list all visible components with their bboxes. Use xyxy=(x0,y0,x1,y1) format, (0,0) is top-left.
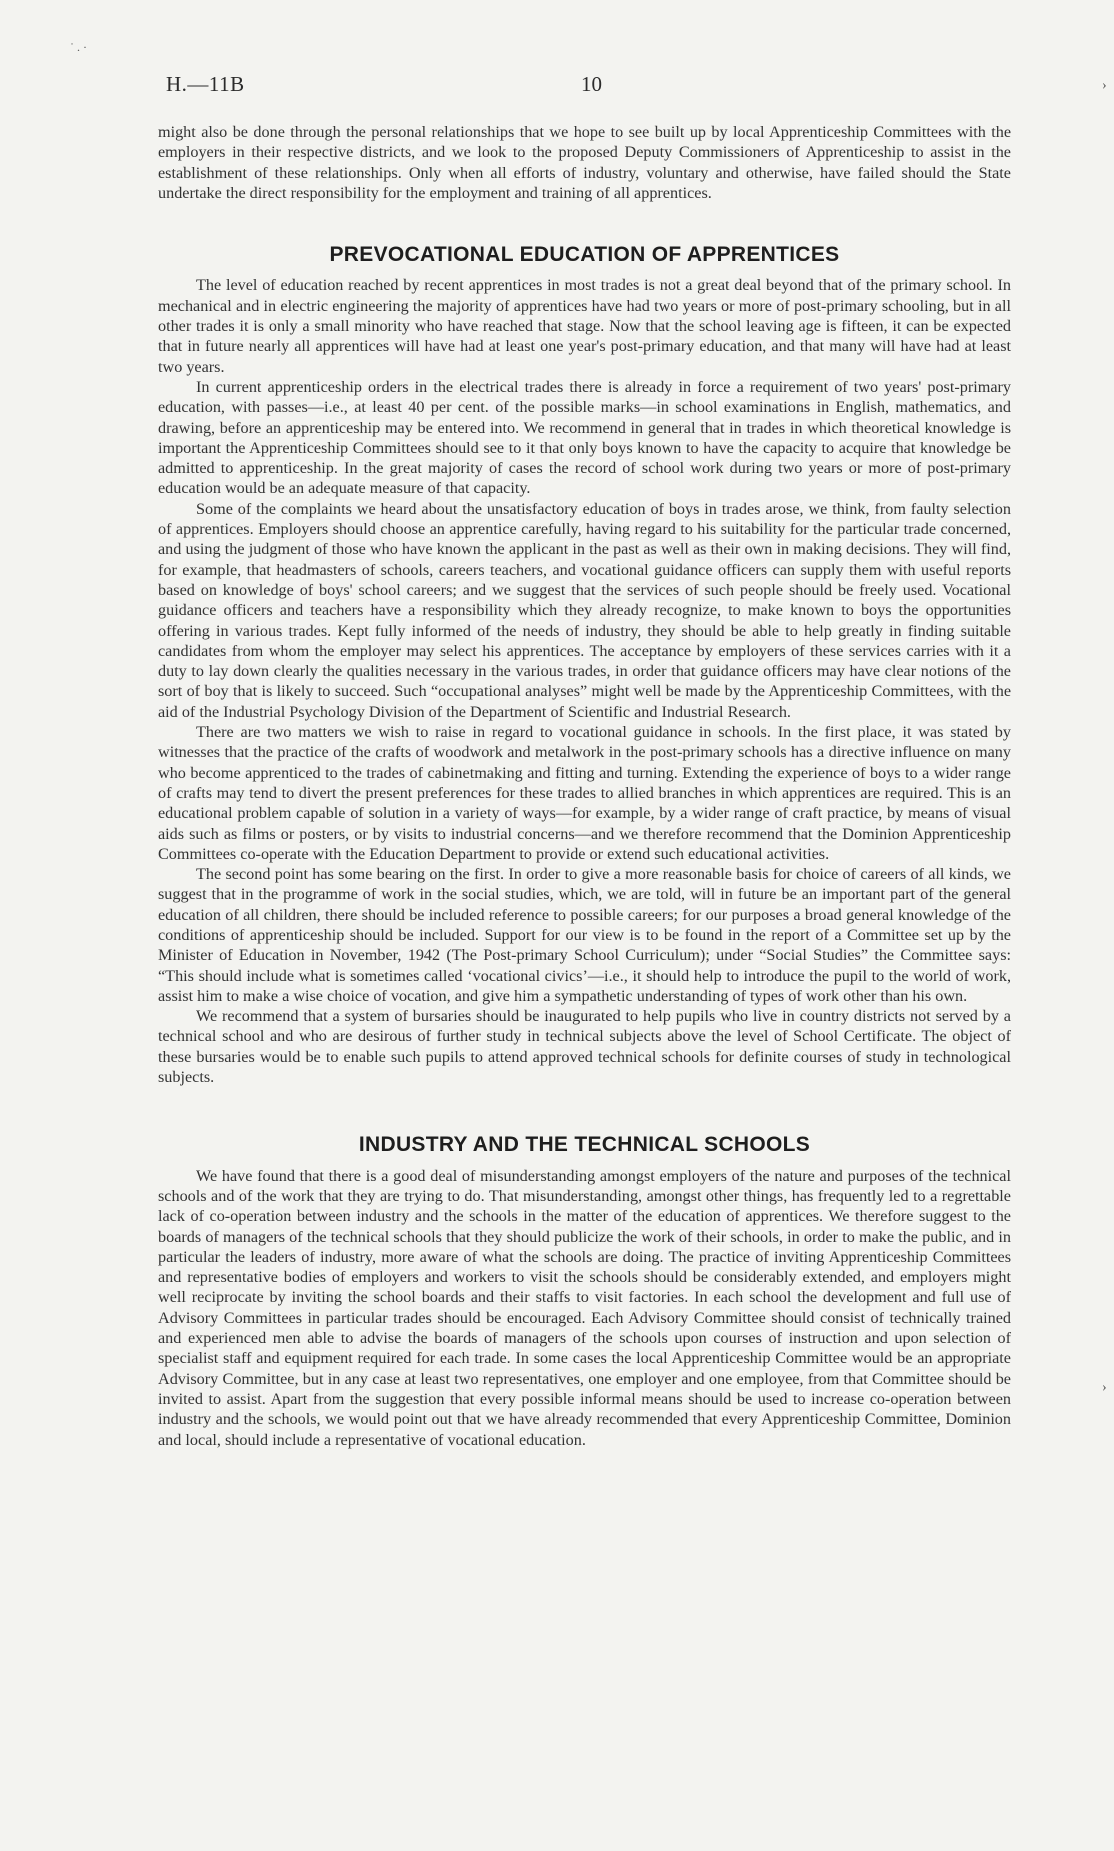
document-reference: H.—11B xyxy=(166,72,245,96)
page-header xyxy=(166,72,1016,102)
paragraph: The level of education reached by recent apprentices in most trades is not a great deal beyond that of the primary school. In mechanical and in electric engineering the majority of apprentices have had two years or more of post-primary schooling, but in all other trades it is only a small minority who have reached that stage. Now that the school leaving age is fifteen, it can be expected that in future nearly all apprentices will have had at least one year's post-primary education, and that many will have had at least two years. xyxy=(158,276,1011,376)
paragraph: There are two matters we wish to raise in regard to vocational guidance in schools. In the first place, it was stated by witnesses that the practice of the crafts of woodwork and metalwork in the post-primary schools has a directive influence on many who become apprenticed to the trades of cabinetmaking and fitting and turning. Extending the experience of boys to a wider range of crafts may tend to divert the present preferences for these trades to allied branches in which apprentices are required. This is an educational problem capable of solution in a variety of ways—for example, by a wider range of craft practice, by means of visual aids such as films or posters, or by visits to industrial concerns—and we therefore recommend that the Dominion Apprenticeship Committees co-operate with the Education Department to provide or extend such educational activities. xyxy=(158,723,1011,863)
scan-speck: › xyxy=(1102,1380,1107,1395)
section-heading-technical-schools: INDUSTRY AND THE TECHNICAL SCHOOLS xyxy=(358,1133,811,1157)
intro-paragraph: might also be done through the personal relationships that we hope to see built up by local Apprenticeship Committees with the employers in their respective districts, and we look to the proposed Deputy Commissioners of Apprenticeship to assist in the establishment of these relationships. Only when all efforts of industry, voluntary and otherwise, have failed should the State undertake the direct responsibility for the employment and training of all apprentices. xyxy=(158,123,1011,202)
paragraph: We have found that there is a good deal of misunderstanding amongst employers of the nature and purposes of the technical schools and of the work that they are trying to do. That misunderstanding, amongst other things, has frequently led to a regrettable lack of co-operation between industry and the schools in the matter of the education of apprentices. We therefore suggest to the boards of managers of the technical schools that they should publicize the work of their schools, in order to make the public, and in particular the leaders of industry, more aware of what the schools are doing. The practice of inviting Apprenticeship Committees and representative bodies of employers and workers to visit the schools should be considerably extended, and employers might well reciprocate by inviting the school boards and their staffs to visit factories. In each school the development and full use of Advisory Committees in particular trades should be encouraged. Each Advisory Committee should consist of technically trained and experienced men able to advise the boards of managers of the schools upon courses of instruction and upon selection of specialist staff and equipment required for each trade. In some cases the local Apprenticeship Committee would be an appropriate Advisory Committee, but in any case at least two representatives, one employer and one employee, from that Committee should be invited to assist. Apart from the suggestion that every possible informal means should be used to increase co-operation between industry and the schools, we would point out that we have already recommended that every Apprenticeship Committee, Dominion and local, should include a representative of vocational education. xyxy=(158,1166,1011,1449)
scan-speck: › xyxy=(1102,78,1107,93)
document-body xyxy=(158,122,1011,1450)
paragraph: We recommend that a system of bursaries should be inaugurated to help pupils who live in country districts not served by a technical school and who are desirous of further study in technical subjects above the level of School Certificate. The object of these bursaries would be to enable such pupils to attend approved technical schools for definite courses of study in technological subjects. xyxy=(158,1007,1011,1087)
scan-speck: ˙ . · xyxy=(70,40,87,54)
paragraph: Some of the complaints we heard about the unsatisfactory education of boys in trades arose, we think, from faulty selection of apprentices. Employers should choose an apprentice carefully, having regard to his suitability for the particular trade concerned, and using the judgment of those who have known the applicant in the past as well as their own in making decisions. They will find, for example, that headmasters of schools, careers teachers, and vocational guidance officers can supply them with useful reports based on knowledge of boys' school careers; and we suggest that the services of such people should be freely used. Vocational guidance officers and teachers have a responsibility which they already recognize, to make known to boys the opportunities offering in various trades. Kept fully informed of the needs of industry, they should be able to help greatly in finding suitable candidates from whom the employer may select his apprentices. The acceptance by employers of these services carries with it a duty to lay down clearly the qualities necessary in the various trades, in order that guidance officers may have clear notions of the sort of boy that is likely to succeed. Such “occupational analyses” might well be made by the Apprenticeship Committees, with the aid of the Industrial Psychology Division of the Department of Scientific and Industrial Research. xyxy=(158,499,1011,721)
section-heading-prevocational: PREVOCATIONAL EDUCATION OF APPRENTICES xyxy=(329,243,840,267)
page-number: 10 xyxy=(581,72,602,96)
paragraph: In current apprenticeship orders in the electrical trades there is already in force a requirement of two years' post-primary education, with passes—i.e., at least 40 per cent. of the possible marks—in school examinations in English, mathematics, and drawing, before an apprenticeship may be entered into. We recommend in general that in trades in which theoretical knowledge is important the Apprenticeship Committees should see to it that only boys known to have the capacity to acquire that knowledge be admitted to apprenticeship. In the great majority of cases the record of school work during two years or more of post-primary education would be an adequate measure of that capacity. xyxy=(158,377,1011,498)
paragraph: The second point has some bearing on the first. In order to give a more reasonable basis for choice of careers of all kinds, we suggest that in the programme of work in the social studies, which, we are told, will in future be an important part of the general education of all children, there should be included reference to possible careers; for our purposes a broad general knowledge of the conditions of apprenticeship should be included. Support for our view is to be found in the report of a Committee set up by the Minister of Education in November, 1942 (The Post-primary School Curriculum); under “Social Studies” the Committee says: “This should include what is sometimes called ‘vocational civics’—i.e., it should help to introduce the pupil to the world of work, assist him to make a wise choice of vocation, and give him a sympathetic understanding of types of work other than his own. xyxy=(158,865,1011,1005)
